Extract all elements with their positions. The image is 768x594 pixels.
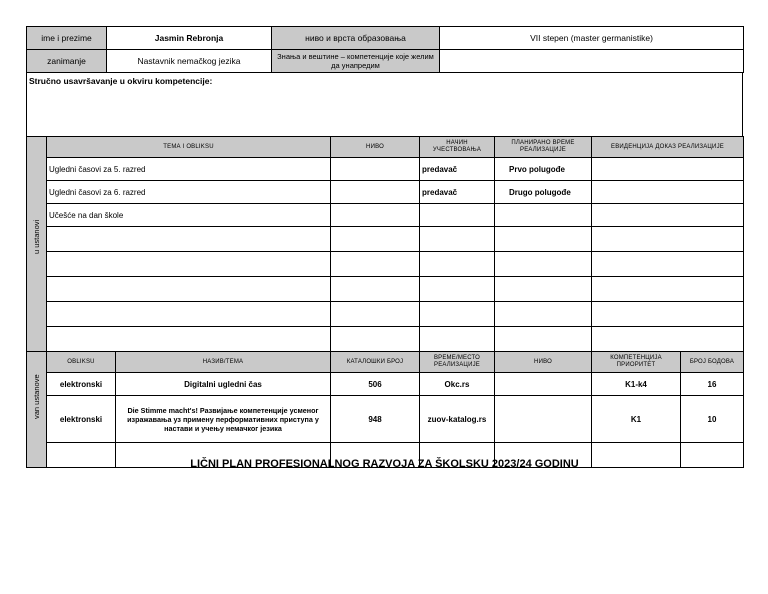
plan-page [26, 26, 743, 468]
table-row: Ugledni časovi za 6. razred predavač Drugo polugođe [27, 181, 744, 204]
table-row [27, 227, 744, 252]
out-col-competence: КОМПЕТЕНЦИЈА ПРИОРИТЕТ [592, 352, 681, 373]
in-col-evidence: ЕВИДЕНЦИЈА ДОКАЗ РЕАЛИЗАЦИЈЕ [592, 137, 744, 158]
out-school-table [26, 351, 744, 468]
occupation-label: zanimanje [27, 50, 107, 73]
page-title: LIČNI PLAN PROFESIONALNOG RAZVOJA ZA ŠKOLSKU 2023/24 GODINU [190, 458, 579, 470]
occupation-value: Nastavnik nemačkog jezika [107, 50, 272, 73]
out-school-side-label: van ustanove [27, 352, 47, 468]
education-value: VII stepen (master germanistike) [440, 27, 744, 50]
table-row: Ugledni časovi za 5. razred predavač Prvo polugođe [27, 158, 744, 181]
out-col-points: БРОЈ БОДОВА [681, 352, 744, 373]
out-col-level: НИВО [495, 352, 592, 373]
out-col-catalog-number: КАТАЛОШКИ БРОЈ [331, 352, 420, 373]
name-label: ime i prezime [27, 27, 107, 50]
in-col-planned-time: ПЛАНИРАНО ВРЕМЕ РЕАЛИЗАЦИЈЕ [495, 137, 592, 158]
in-col-participation: НАЧИН УЧЕСТВОВАЊА [420, 137, 495, 158]
in-col-topic: ТЕМА I OBLIKSU [47, 137, 331, 158]
table-row: elektronski Die Stimme macht's! Развијање компетенције усменог изражавања уз примену перформативних приступа у настави и учењу немачког језика 948 zuov-katalog.rs K1 10 [27, 396, 744, 443]
skills-label: Знања и вештине – компетенције које желим да унапредим [272, 50, 440, 73]
out-col-time-place: ВРЕМЕ/МЕСТО РЕАЛИЗАЦИЈЕ [420, 352, 495, 373]
table-row: elektronski Digitalni ugledni čas 506 Okc.rs K1-k4 16 [27, 373, 744, 396]
table-row [27, 327, 744, 352]
table-row [27, 252, 744, 277]
in-school-table [26, 136, 744, 352]
competence-title: Stručno usavršavanje u okviru kompetencije: [27, 73, 743, 137]
name-value: Jasmin Rebronja [107, 27, 272, 50]
table-row [27, 302, 744, 327]
education-label: ниво и врста образовања [272, 27, 440, 50]
competence-table [26, 72, 743, 137]
in-school-side-label: u ustanovi [27, 137, 47, 352]
in-col-level: НИВО [331, 137, 420, 158]
table-row [27, 277, 744, 302]
out-col-title: НАЗИВ/ТЕМА [116, 352, 331, 373]
header-table [26, 26, 744, 73]
out-col-form: OBLIKSU [47, 352, 116, 373]
skills-value [440, 50, 744, 73]
table-row: Učešće na dan škole [27, 204, 744, 227]
